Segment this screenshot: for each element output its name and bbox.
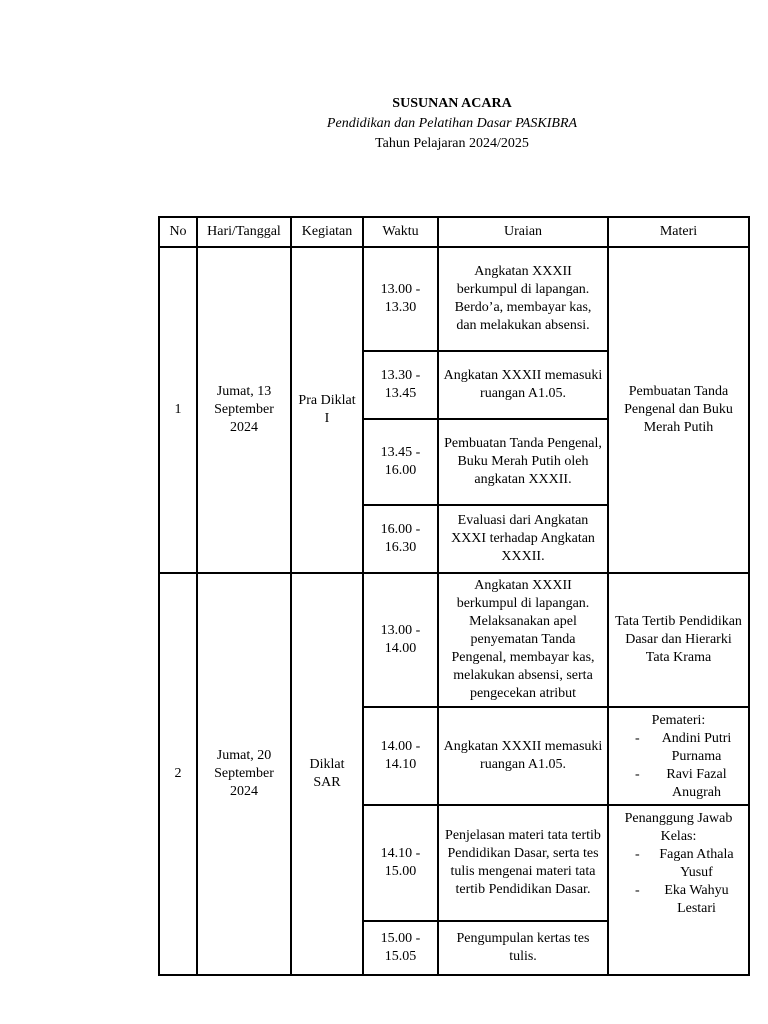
column-header-date: Hari/Tanggal (197, 217, 291, 247)
material-title: Tata Tertib Pendidikan Dasar dan Hierarki Tata Krama (615, 614, 742, 665)
slot-description: Angkatan XXXII memasuki ruangan A1.05. (438, 707, 608, 805)
slot-time: 13.30 - 13.45 (363, 351, 438, 419)
document-title: SUSUNAN ACARA (392, 96, 512, 111)
table-row (159, 573, 749, 707)
class-supervisors-cell (608, 805, 749, 975)
speaker-item: - Andini Putri Purnama (613, 730, 744, 766)
slot-description: Angkatan XXXII memasuki ruangan A1.05. (438, 351, 608, 419)
row-date: Jumat, 13 September 2024 (197, 247, 291, 573)
slot-description: Penjelasan materi tata tertib Pendidikan Dasar, serta tes tulis mengenai materi tata tertib Pendidikan Dasar. (438, 805, 608, 921)
slot-time: 15.00 - 15.05 (363, 921, 438, 975)
speakers-label: Pemateri: (651, 713, 706, 728)
slot-time: 13.00 - 13.30 (363, 247, 438, 351)
row-number: 1 (159, 247, 197, 573)
column-header-description: Uraian (438, 217, 608, 247)
speaker-item: - Ravi Fazal Anugrah (613, 766, 744, 802)
slot-description: Angkatan XXXII berkumpul di lapangan. Berdo’a, membayar kas, dan melakukan absensi. (438, 247, 608, 351)
speakers-list (613, 730, 744, 802)
row-date: Jumat, 20 September 2024 (197, 573, 291, 975)
slot-time: 14.10 - 15.00 (363, 805, 438, 921)
column-header-time: Waktu (363, 217, 438, 247)
slot-description: Angkatan XXXII berkumpul di lapangan. Melaksanakan apel penyematan Tanda Pengenal, membayar kas, melakukan absensi, serta pengecekan atribut (438, 573, 608, 707)
academic-year: Tahun Pelajaran 2024/2025 (375, 136, 529, 151)
slot-time: 14.00 - 14.10 (363, 707, 438, 805)
slot-time: 16.00 - 16.30 (363, 505, 438, 573)
column-header-no: No (159, 217, 197, 247)
supervisor-item: - Eka Wahyu Lestari (613, 882, 744, 918)
supervisor-item: - Fagan Athala Yusuf (613, 846, 744, 882)
slot-description: Pengumpulan kertas tes tulis. (438, 921, 608, 975)
document-header (0, 94, 768, 154)
column-header-material: Materi (608, 217, 749, 247)
table-header-row (159, 217, 749, 247)
material-title-cell (608, 573, 749, 707)
slot-description: Evaluasi dari Angkatan XXXI terhadap Angkatan XXXII. (438, 505, 608, 573)
document-subtitle: Pendidikan dan Pelatihan Dasar PASKIBRA (326, 116, 578, 131)
speakers-cell (608, 707, 749, 805)
column-header-activity: Kegiatan (291, 217, 363, 247)
row-activity: Pra Diklat I (291, 247, 363, 573)
slot-description: Pembuatan Tanda Pengenal, Buku Merah Putih oleh angkatan XXXII. (438, 419, 608, 505)
slot-time: 13.00 - 14.00 (363, 573, 438, 707)
class-supervisors-label: Penanggung Jawab Kelas: (624, 811, 733, 844)
schedule-table (158, 216, 750, 976)
class-supervisors-list (613, 846, 744, 918)
row-number: 2 (159, 573, 197, 975)
row-material: Pembuatan Tanda Pengenal dan Buku Merah Putih (608, 247, 749, 573)
row-activity: Diklat SAR (291, 573, 363, 975)
table-row (159, 247, 749, 351)
slot-time: 13.45 - 16.00 (363, 419, 438, 505)
